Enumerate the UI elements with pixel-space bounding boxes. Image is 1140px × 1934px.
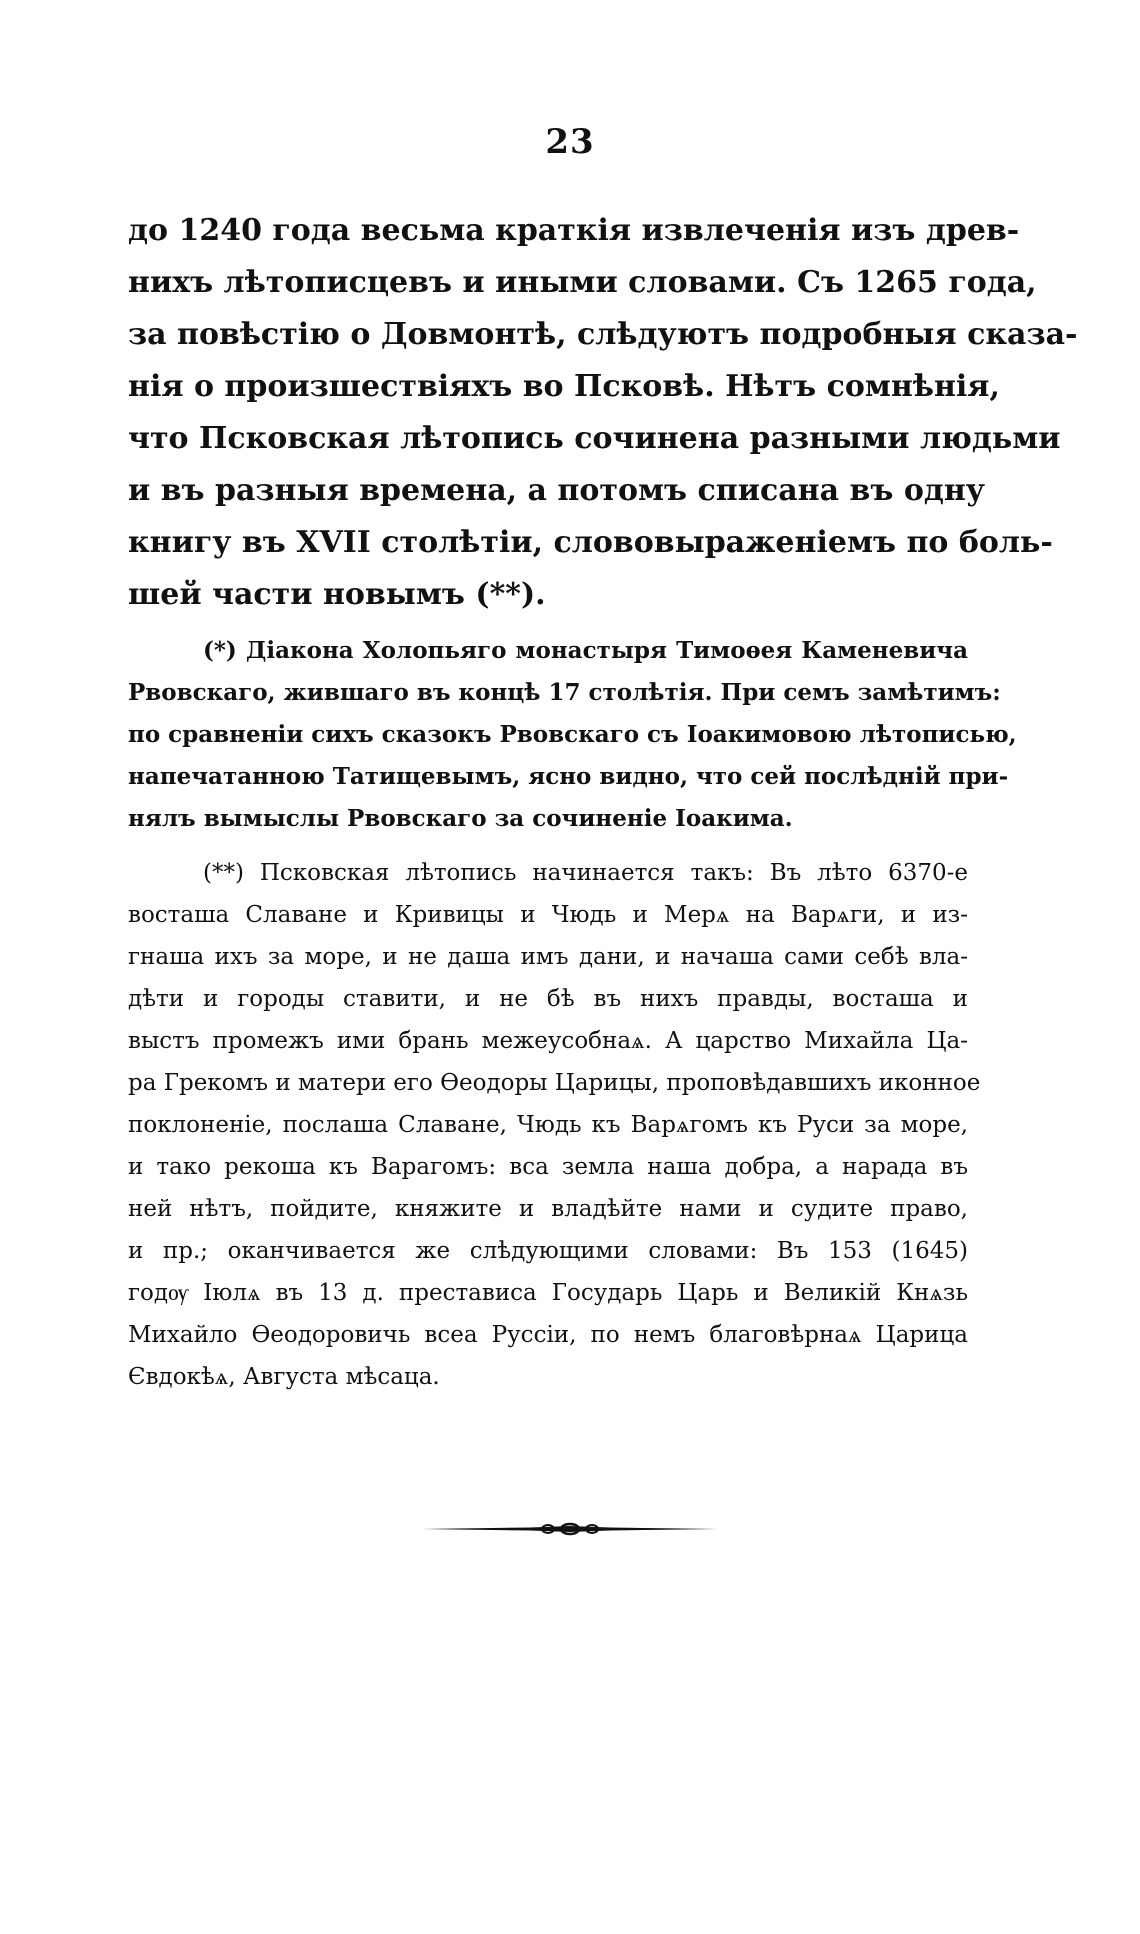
main-line: и въ разныя времена, а потомъ списана въ одну xyxy=(128,473,985,508)
main-line: что Псковская лѣтопись сочинена разными людьми xyxy=(128,421,1061,456)
main-line: нія о произшествіяхъ во Псковѣ. Нѣтъ сомнѣнія, xyxy=(128,369,1000,404)
footnote-line: восташа Славане и Кривицы и Чюдь и Мерѧ на Варѧги, и из- xyxy=(128,902,968,928)
footnote-line: (*) Діакона Холопьяго монастыря Тимоѳея Каменевича xyxy=(203,637,968,664)
footnote-line: ра Грекомъ и матери его Ѳеодоры Царицы, проповѣдавшихъ иконное xyxy=(128,1070,981,1096)
footnote-line: Рвовскаго, жившаго въ концѣ 17 столѣтія. При семъ замѣтимъ: xyxy=(128,679,1001,706)
footnote-line: ней нѣтъ, пойдите, княжите и владѣйте нами и судите право, xyxy=(128,1196,968,1222)
main-line: за повѣстію о Довмонтѣ, слѣдуютъ подробныя сказа- xyxy=(128,317,1078,352)
footnote-single-asterisk xyxy=(128,630,1017,840)
footnote-line: (**) Псковская лѣтопись начинается такъ: Въ лѣто 6370-е xyxy=(203,860,968,886)
footnote-line: нялъ вымыслы Рвовскаго за сочиненіе Іоакима. xyxy=(128,805,793,832)
footnote-line: Михайло Ѳеодоровичь всеа Руссіи, по немъ благовѣрнаѧ Царица xyxy=(128,1322,968,1348)
footnote-line: напечатанною Татищевымъ, ясно видно, что сей послѣдній при- xyxy=(128,763,1009,790)
footnote-line: годѹ Іюлѧ въ 13 д. престависа Государь Царь и Великій Кнѧзь xyxy=(128,1280,968,1306)
footnote-line: дѣти и городы ставити, и не бѣ въ нихъ правды, восташа и xyxy=(128,986,968,1012)
main-line: до 1240 года весьма краткія извлеченія изъ древ- xyxy=(128,213,1020,248)
main-paragraph xyxy=(128,205,1078,621)
page-number: 23 xyxy=(545,122,595,162)
main-line: книгу въ XVII столѣтіи, слововыраженіемъ по боль- xyxy=(128,525,1053,560)
ornament-divider xyxy=(420,1518,720,1538)
main-line: нихъ лѣтописцевъ и иными словами. Съ 1265 года, xyxy=(128,265,1037,300)
main-line: шей части новымъ (**). xyxy=(128,577,546,612)
footnote-line: выстъ промежъ ими брань межеусобнаѧ. А царство Михайла Ца- xyxy=(128,1028,968,1054)
footnote-line: Євдокѣѧ, Августа мѣсаца. xyxy=(128,1364,440,1390)
footnote-line: поклоненіе, послаша Славане, Чюдь къ Варѧгомъ къ Руси за море, xyxy=(128,1112,968,1138)
footnote-line: и тако рекоша къ Варагомъ: вса земла наша добра, а нарада въ xyxy=(128,1154,968,1180)
footnote-line: гнаша ихъ за море, и не даша имъ дани, и начаша сами себѣ вла- xyxy=(128,944,968,970)
footnote-line: по сравненіи сихъ сказокъ Рвовскаго съ Іоакимовою лѣтописью, xyxy=(128,721,1017,748)
footnote-line: и пр.; оканчивается же слѣдующими словами: Въ 153 (1645) xyxy=(128,1238,968,1264)
footnote-double-asterisk xyxy=(128,852,981,1398)
